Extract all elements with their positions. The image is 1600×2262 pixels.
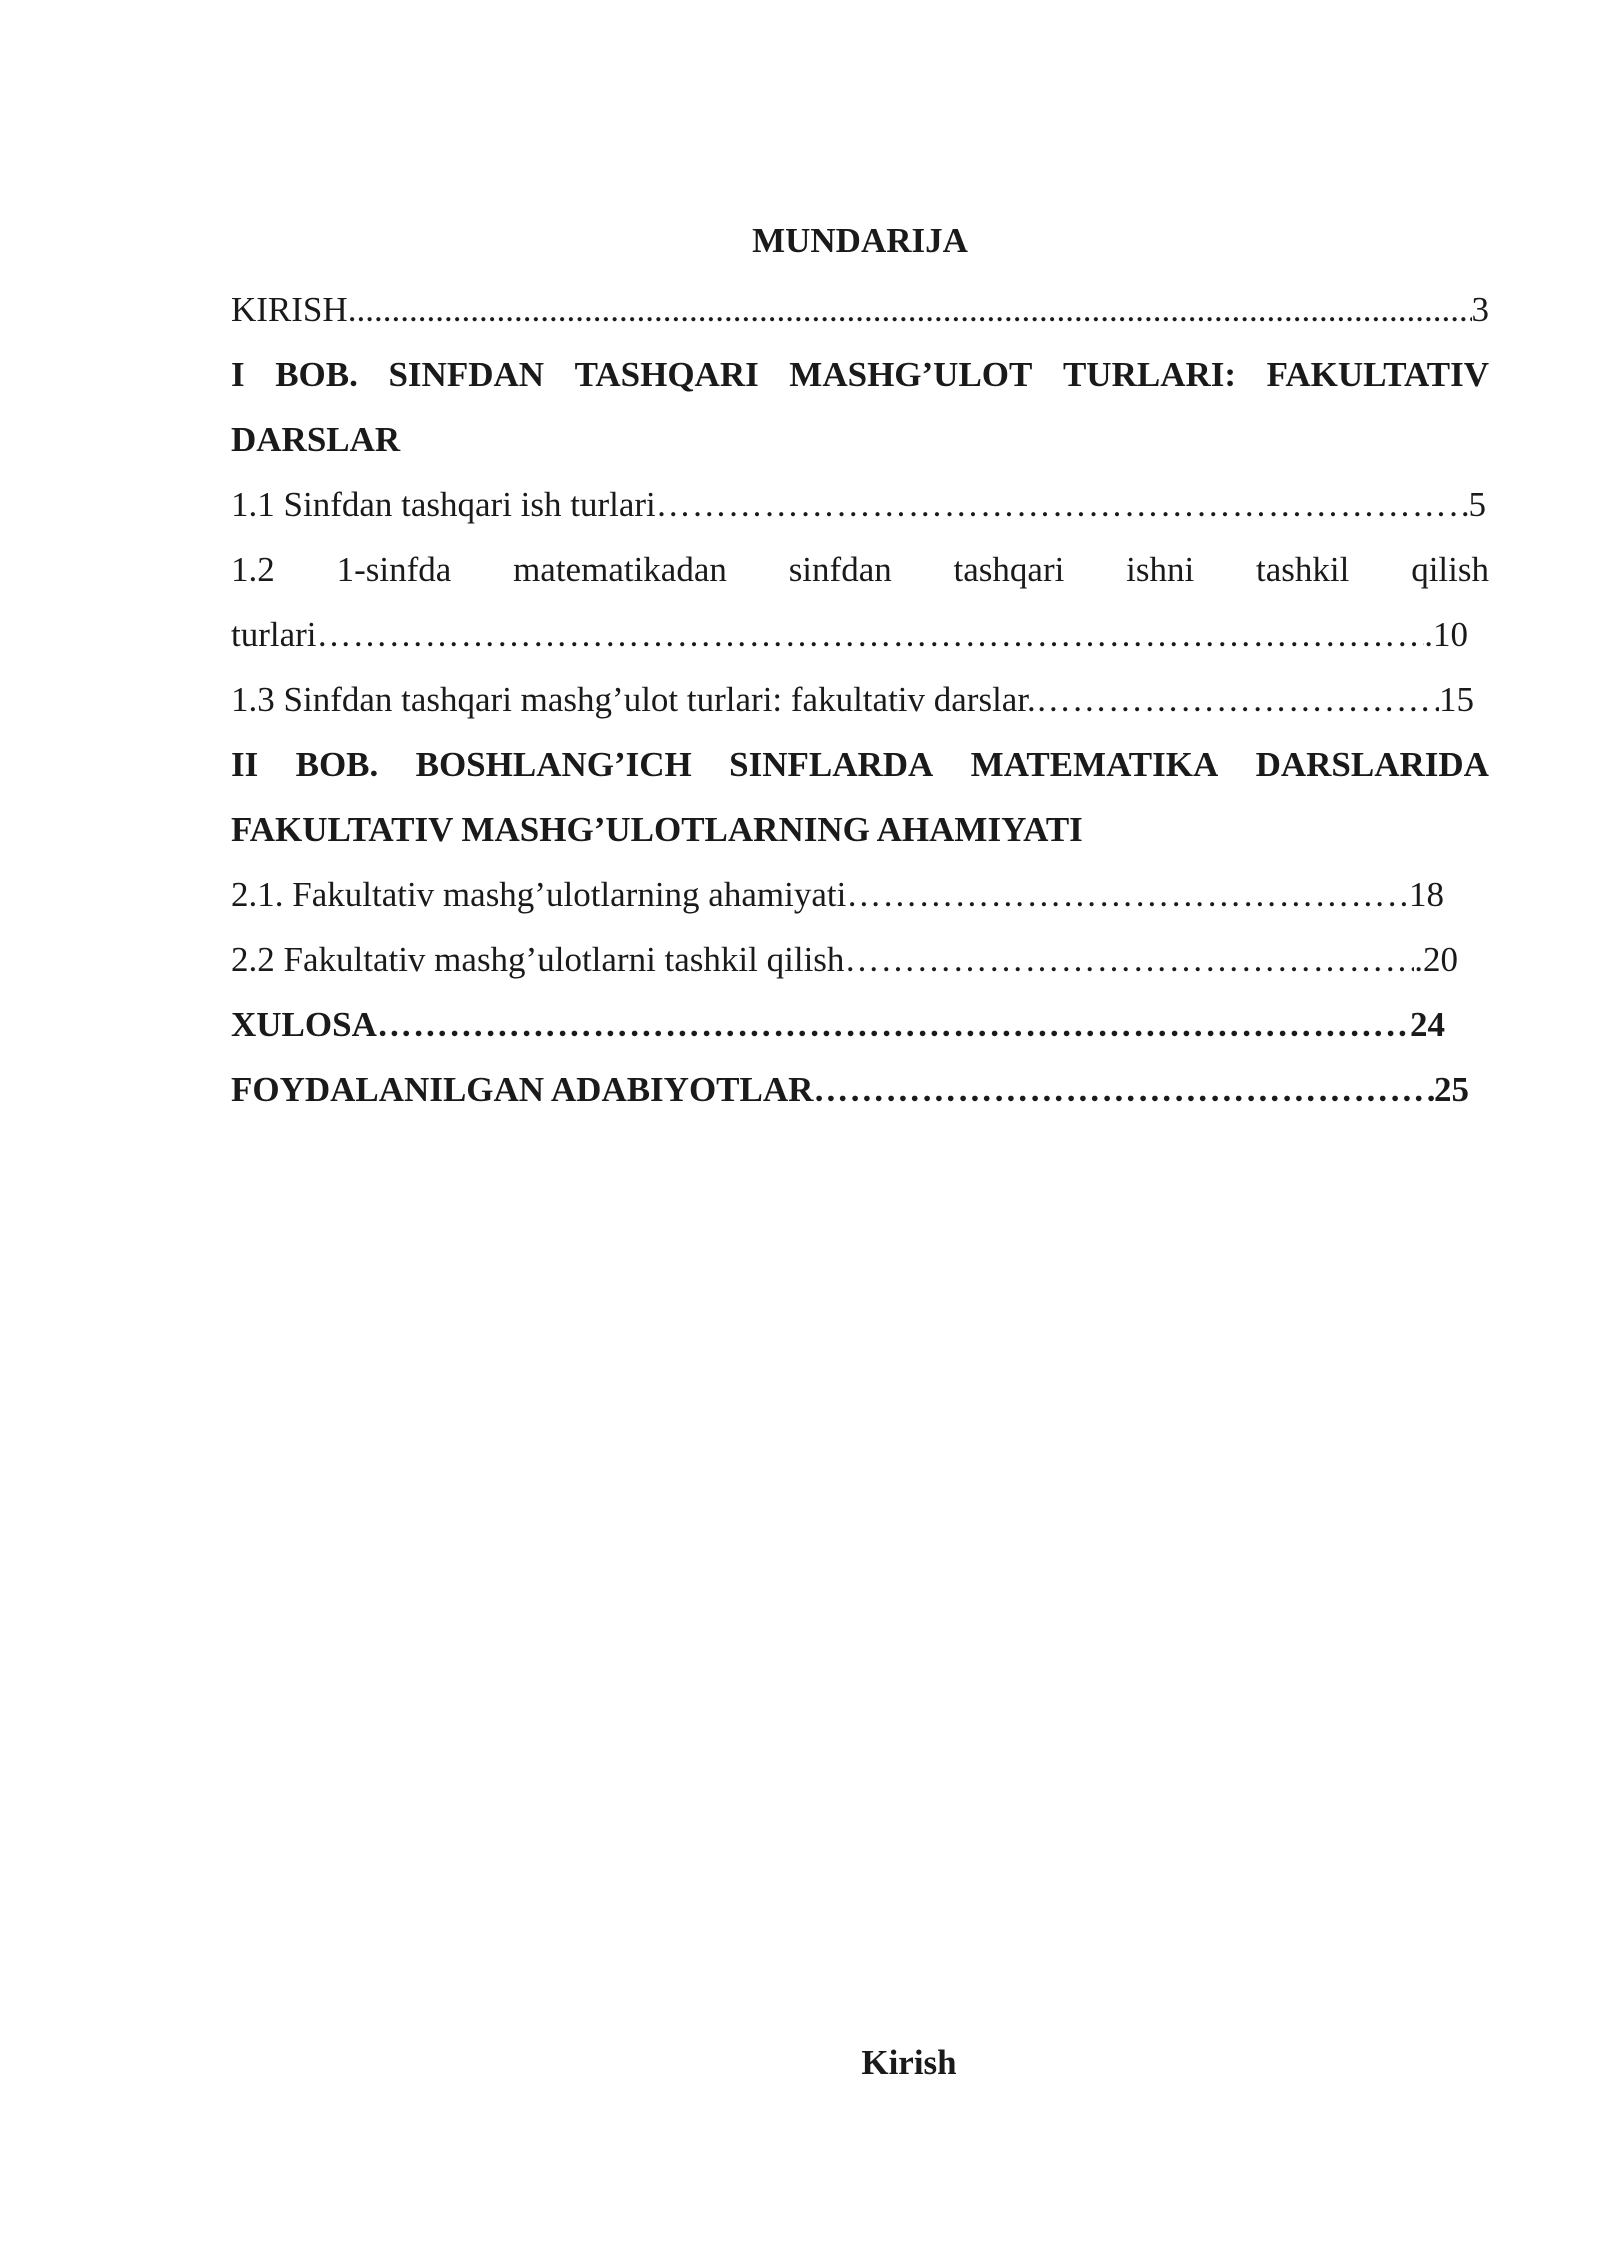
toc-page-number: 5 — [1468, 485, 1486, 524]
toc-page-number: .10 — [1424, 615, 1468, 654]
dot-leader — [846, 872, 1409, 934]
heading-word: DARSLARIDA — [1255, 745, 1489, 784]
toc-entry-xulosa[interactable] — [231, 999, 1445, 1064]
entry-word: tashqari — [953, 550, 1065, 589]
toc-entry-text: turlari — [231, 615, 317, 654]
heading-word: MATEMATIKA — [970, 745, 1219, 784]
table-of-contents — [231, 284, 1489, 1129]
entry-word: qilish — [1411, 550, 1489, 589]
toc-entry-text: 2.1. Fakultativ mashg’ulotlarning ahamiyati — [231, 875, 847, 914]
dot-leader — [1036, 677, 1439, 739]
toc-entry-text: KIRISH — [231, 290, 348, 329]
entry-word: sinfdan — [788, 550, 892, 589]
heading-word: FAKULTATIV — [1266, 355, 1489, 394]
toc-entry-text: XULOSA — [231, 1005, 377, 1044]
heading-word: SINFDAN — [388, 355, 545, 394]
toc-entry-text: FOYDALANILGAN ADABIYOTLAR — [231, 1070, 814, 1109]
heading-word: MASHG’ULOT — [789, 355, 1033, 394]
dot-leader — [844, 937, 1414, 999]
toc-title: MUNDARIJA — [752, 221, 968, 260]
toc-entry-1-2-line-2[interactable] — [231, 609, 1468, 674]
toc-entry-text: 1.1 Sinfdan tashqari ish turlari — [231, 485, 656, 524]
toc-chapter-2-line-1[interactable] — [231, 739, 1489, 804]
dot-leader — [348, 287, 1472, 349]
heading-word: SINFLARDA — [729, 745, 934, 784]
entry-word: tashkil — [1256, 550, 1350, 589]
heading-word: TASHQARI — [574, 355, 759, 394]
entry-word: 1.2 — [231, 550, 275, 589]
toc-entry-text: 2.2 Fakultativ mashg’ulotlarni tashkil qilish — [231, 940, 845, 979]
toc-chapter-1-line-2[interactable]: DARSLAR — [231, 420, 401, 459]
toc-chapter-2-line-2[interactable]: FAKULTATIV MASHG’ULOTLARNING AHAMIYATI — [231, 810, 1083, 849]
toc-entry-text: 1.3 Sinfdan tashqari mashg’ulot turlari: fakultativ darslar. — [231, 680, 1036, 719]
toc-page-number: 15 — [1439, 680, 1474, 719]
toc-page-number: .20 — [1414, 940, 1458, 979]
toc-page-number: 18 — [1409, 875, 1444, 914]
toc-entry-1-2-line-1[interactable] — [231, 544, 1489, 609]
toc-entry-2-2[interactable] — [231, 934, 1458, 999]
entry-word: 1-sinfda — [336, 550, 452, 589]
toc-page-number: 3 — [1471, 290, 1489, 329]
toc-page-number: 25 — [1434, 1070, 1469, 1109]
dot-leader — [377, 1002, 1410, 1064]
toc-page-number: 24 — [1410, 1005, 1445, 1044]
toc-entry-kirish[interactable] — [231, 284, 1489, 349]
dot-leader — [656, 482, 1469, 544]
toc-chapter-1-line-1[interactable] — [231, 349, 1489, 414]
dot-leader — [813, 1067, 1434, 1129]
heading-word: BOSHLANG’ICH — [415, 745, 692, 784]
heading-word: TURLARI: — [1062, 355, 1237, 394]
toc-entry-2-1[interactable] — [231, 869, 1444, 934]
heading-word: II — [231, 745, 259, 784]
heading-word: BOB. — [295, 745, 379, 784]
entry-word: ishni — [1126, 550, 1195, 589]
entry-word: matematikadan — [513, 550, 727, 589]
toc-entry-adabiyotlar[interactable] — [231, 1064, 1469, 1129]
toc-entry-1-3[interactable] — [231, 674, 1474, 739]
dot-leader — [317, 612, 1425, 674]
next-section-heading: Kirish — [861, 2043, 957, 2082]
heading-word: I — [231, 355, 245, 394]
toc-entry-1-1[interactable] — [231, 479, 1486, 544]
heading-word: BOB. — [275, 355, 358, 394]
